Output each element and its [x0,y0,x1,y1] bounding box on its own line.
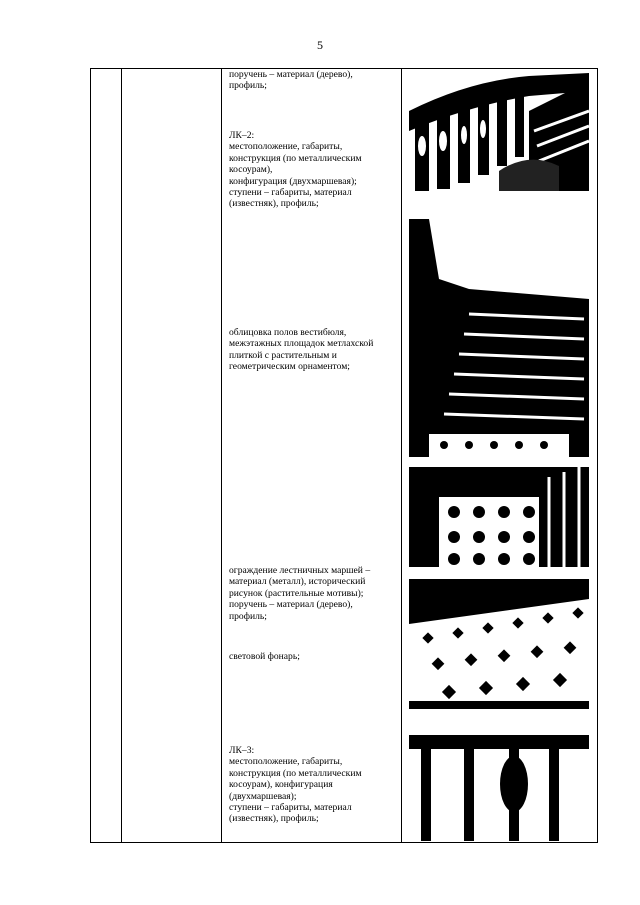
text-block-floor-cladding: облицовка полов вестибюля, межэтажных площадок метлахской плиткой с растительным и геометрическим орнаментом; [229,327,374,373]
column-divider [401,69,402,842]
photo-stair-railing [409,71,589,191]
text-block-lk3: ЛК–3: местоположение, габариты, конструкция (по металлическим косоурам), конфигурация (двухмаршевая); ступени – габариты, материал (известняк), профиль; [229,745,362,825]
heritage-table [90,68,598,843]
page-number: 5 [317,38,323,52]
text-block-skylight: световой фонарь; [229,651,300,662]
column-divider [221,69,222,842]
photo-staircase [409,219,589,457]
column-divider [121,69,122,842]
photo-railing-closeup [409,729,589,841]
text-block-railing-handrail: поручень – материал (дерево), профиль; [229,69,353,92]
text-block-lk2: ЛК–2: местоположение, габариты, конструкция (по металлическим косоурам), конфигурация (двухмаршевая); ступени – габариты, материал (известняк), профиль; [229,130,362,210]
photo-tiled-landing [409,467,589,567]
photo-metlakh-tiles [409,579,589,709]
text-block-stair-fence: ограждение лестничных маршей – материал (металл), исторический рисунок (растительные мотивы); поручень – материал (дерево), профиль; [229,565,371,622]
